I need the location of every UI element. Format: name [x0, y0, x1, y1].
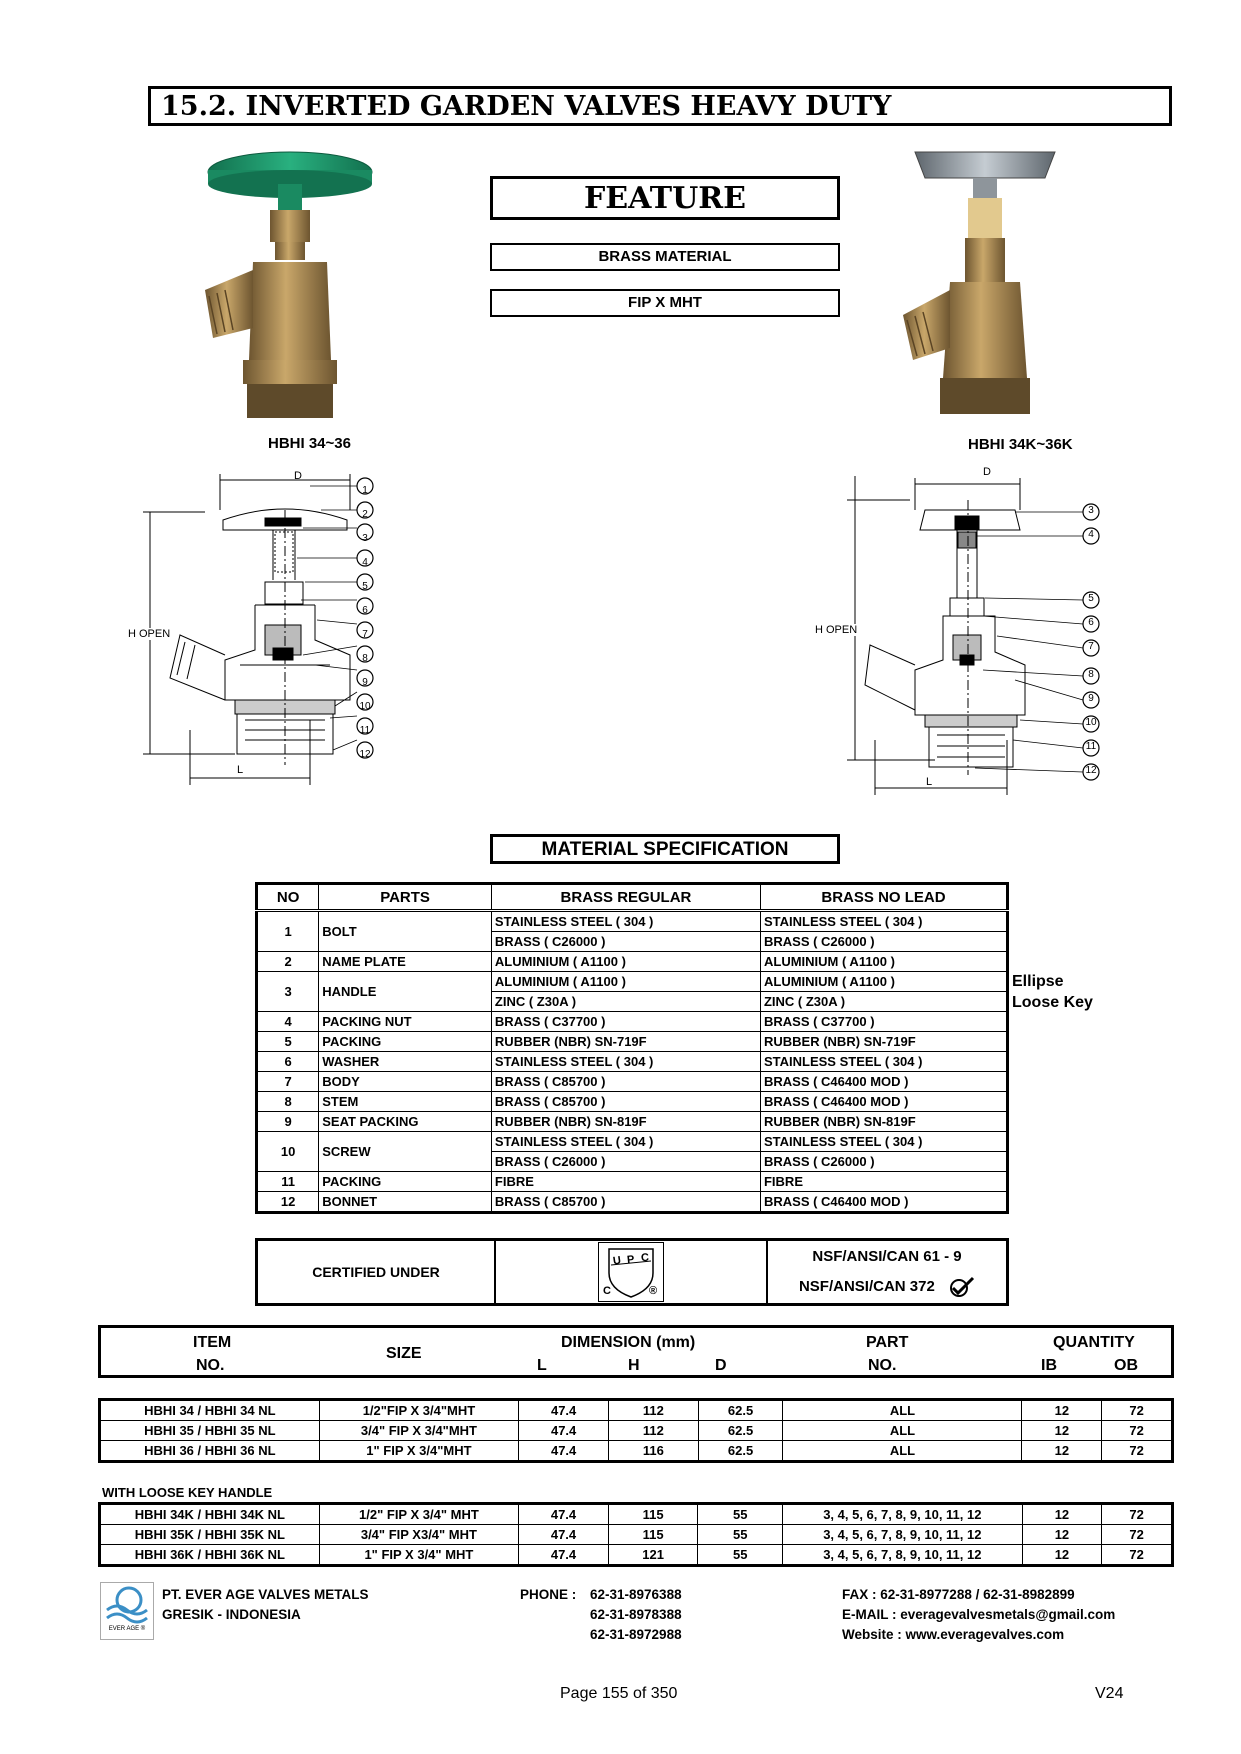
callout-12: 12 [1085, 765, 1097, 776]
cell-part-no: 3, 4, 5, 6, 7, 8, 9, 10, 11, 12 [783, 1504, 1023, 1525]
brass-no-lead-material: ALUMINIUM ( A1100 ) [760, 952, 1007, 972]
header-part-no: NO. [868, 1357, 897, 1374]
header-dimension: DIMENSION (mm) [561, 1334, 696, 1351]
callout-9: 9 [1088, 693, 1094, 704]
callout-3: 3 [1088, 505, 1094, 516]
brass-regular-material: RUBBER (NBR) SN-819F [491, 1112, 760, 1132]
cell-dimension-d: 55 [698, 1545, 783, 1566]
part-number: 10 [257, 1132, 319, 1172]
right-technical-drawing [815, 470, 1125, 810]
side-note-loose-key: Loose Key [1012, 994, 1093, 1011]
brass-regular-material: BRASS ( C37700 ) [491, 1012, 760, 1032]
phone-2: 62-31-8978388 [590, 1607, 682, 1622]
brass-regular-material: BRASS ( C85700 ) [491, 1072, 760, 1092]
cell-quantity-ob: 72 [1102, 1504, 1173, 1525]
loose-key-label: WITH LOOSE KEY HANDLE [102, 1485, 273, 1500]
standard-items-table [98, 1398, 1174, 1463]
document-version: V24 [1095, 1685, 1124, 1702]
brass-regular-material: BRASS ( C26000 ) [491, 932, 760, 952]
right-dim-d-label: D [983, 466, 991, 478]
callout-7: 7 [1088, 641, 1094, 652]
material-row [257, 1112, 1008, 1132]
cell-item-no: HBHI 34K / HBHI 34K NL [100, 1504, 320, 1525]
brass-regular-material: ALUMINIUM ( A1100 ) [491, 972, 760, 992]
table-row [100, 1421, 1173, 1441]
upc-registered-mark: ® [649, 1285, 658, 1297]
fax: FAX : 62-31-8977288 / 62-31-8982899 [842, 1587, 1075, 1602]
email-link[interactable]: E-MAIL : everagevalvesmetals@gmail.com [842, 1607, 1116, 1622]
header-dim-d: D [715, 1357, 727, 1374]
callout-6: 6 [362, 605, 368, 616]
phone-label: PHONE : [520, 1587, 577, 1602]
brass-regular-material: BRASS ( C85700 ) [491, 1092, 760, 1112]
material-spec-title: MATERIAL SPECIFICATION [490, 834, 840, 864]
cell-quantity-ob: 72 [1102, 1545, 1173, 1566]
header-item-no: NO. [196, 1357, 225, 1374]
cell-dimension-h: 121 [608, 1545, 698, 1566]
material-row [257, 1032, 1008, 1052]
company-info [162, 1585, 369, 1625]
cell-dimension-d: 55 [698, 1504, 783, 1525]
table-row [100, 1504, 1173, 1525]
phone-3: 62-31-8972988 [590, 1627, 682, 1642]
cell-item-no: HBHI 36 / HBHI 36 NL [100, 1441, 320, 1462]
brass-no-lead-material: BRASS ( C26000 ) [760, 1152, 1007, 1172]
callout-4: 4 [1088, 529, 1094, 540]
brass-regular-material: FIBRE [491, 1172, 760, 1192]
brass-no-lead-material: RUBBER (NBR) SN-819F [760, 1112, 1007, 1132]
header-quantity: QUANTITY [1053, 1334, 1135, 1351]
company-location: GRESIK - INDONESIA [162, 1607, 301, 1622]
checkmark-icon [947, 1276, 975, 1298]
standard-nsf-61: NSF/ANSI/CAN 61 - 9 [812, 1248, 962, 1265]
cell-dimension-d: 62.5 [698, 1441, 783, 1462]
col-header-parts: PARTS [319, 884, 492, 911]
callout-8: 8 [1088, 669, 1094, 680]
header-dim-l: L [537, 1357, 547, 1374]
left-dim-l-label: L [237, 764, 244, 776]
cell-quantity-ib: 12 [1022, 1421, 1102, 1441]
brass-no-lead-material: BRASS ( C26000 ) [760, 932, 1007, 952]
feature-title: FEATURE [490, 176, 840, 220]
cell-size: 1" FIP X 3/4" MHT [319, 1545, 519, 1566]
part-number: 7 [257, 1072, 319, 1092]
cell-size: 1/2"FIP X 3/4"MHT [319, 1400, 519, 1421]
cell-quantity-ib: 12 [1022, 1400, 1102, 1421]
cell-dimension-d: 62.5 [698, 1400, 783, 1421]
cell-part-no: ALL [783, 1441, 1022, 1462]
callout-5: 5 [1088, 593, 1094, 604]
callout-1: 1 [362, 485, 368, 496]
feature-item-fip-mht: FIP X MHT [490, 289, 840, 317]
material-row [257, 1092, 1008, 1112]
brass-no-lead-material: BRASS ( C37700 ) [760, 1012, 1007, 1032]
cell-part-no: 3, 4, 5, 6, 7, 8, 9, 10, 11, 12 [783, 1525, 1023, 1545]
cell-dimension-h: 115 [608, 1504, 698, 1525]
material-row [257, 1012, 1008, 1032]
certified-under-label: CERTIFIED UNDER [257, 1240, 496, 1305]
upc-c-mark: C [603, 1285, 611, 1297]
material-row [257, 952, 1008, 972]
left-product-caption: HBHI 34~36 [268, 435, 351, 452]
standards-cell [767, 1240, 1008, 1305]
part-name: SEAT PACKING [319, 1112, 492, 1132]
standard-nsf-372-row [769, 1272, 1005, 1302]
callout-12: 12 [359, 749, 371, 760]
table-row [100, 1400, 1173, 1421]
left-dim-d-label: D [294, 470, 302, 482]
wave-logo-icon [105, 1586, 149, 1624]
material-row [257, 972, 1008, 992]
upc-logo-cell [495, 1240, 767, 1305]
brass-no-lead-material: STAINLESS STEEL ( 304 ) [760, 911, 1007, 932]
material-row [257, 1172, 1008, 1192]
cell-quantity-ob: 72 [1102, 1421, 1173, 1441]
website-link[interactable]: Website : www.everagevalves.com [842, 1627, 1065, 1642]
col-header-brass-regular: BRASS REGULAR [491, 884, 760, 911]
brass-no-lead-material: FIBRE [760, 1172, 1007, 1192]
standard-nsf-372: NSF/ANSI/CAN 372 [798, 1278, 935, 1295]
upc-letter-u: U [612, 1254, 622, 1268]
cell-dimension-h: 116 [608, 1441, 698, 1462]
part-number: 2 [257, 952, 319, 972]
cell-quantity-ib: 12 [1022, 1525, 1102, 1545]
callout-5: 5 [362, 581, 368, 592]
header-size: SIZE [386, 1345, 422, 1362]
header-ib: IB [1041, 1357, 1057, 1374]
cell-quantity-ib: 12 [1022, 1504, 1102, 1525]
part-number: 3 [257, 972, 319, 1012]
brass-no-lead-material: STAINLESS STEEL ( 304 ) [760, 1132, 1007, 1152]
material-row [257, 1192, 1008, 1213]
brass-no-lead-material: ZINC ( Z30A ) [760, 992, 1007, 1012]
cell-dimension-l: 47.4 [519, 1504, 609, 1525]
material-row [257, 1072, 1008, 1092]
right-dim-l-label: L [926, 776, 933, 788]
callout-4: 4 [362, 557, 368, 568]
cell-part-no: ALL [783, 1400, 1022, 1421]
header-dim-h: H [628, 1357, 640, 1374]
cell-quantity-ob: 72 [1102, 1525, 1173, 1545]
cell-dimension-d: 55 [698, 1525, 783, 1545]
brass-no-lead-material: ALUMINIUM ( A1100 ) [760, 972, 1007, 992]
contact-info [842, 1585, 1115, 1645]
left-dim-h-label: H OPEN [128, 628, 171, 640]
cell-quantity-ob: 72 [1102, 1441, 1173, 1462]
brass-no-lead-material: STAINLESS STEEL ( 304 ) [760, 1052, 1007, 1072]
loose-key-items-table [98, 1502, 1174, 1567]
callout-3: 3 [362, 533, 368, 544]
material-row [257, 1052, 1008, 1072]
part-name: NAME PLATE [319, 952, 492, 972]
valve-photo-hbhi-34-36 [195, 150, 375, 425]
cell-item-no: HBHI 34 / HBHI 34 NL [100, 1400, 320, 1421]
company-name: PT. EVER AGE VALVES METALS [162, 1587, 369, 1602]
material-row [257, 911, 1008, 932]
cell-size: 1" FIP X 3/4"MHT [319, 1441, 519, 1462]
cell-dimension-l: 47.4 [519, 1421, 609, 1441]
phone-list [590, 1585, 682, 1645]
part-number: 1 [257, 911, 319, 952]
header-ob: OB [1114, 1357, 1138, 1374]
brass-regular-material: BRASS ( C26000 ) [491, 1152, 760, 1172]
cell-part-no: ALL [783, 1421, 1022, 1441]
brass-regular-material: ALUMINIUM ( A1100 ) [491, 952, 760, 972]
brass-regular-material: STAINLESS STEEL ( 304 ) [491, 911, 760, 932]
cell-item-no: HBHI 35 / HBHI 35 NL [100, 1421, 320, 1441]
part-number: 12 [257, 1192, 319, 1213]
items-header [98, 1325, 1174, 1378]
col-header-no: NO [257, 884, 319, 911]
cell-item-no: HBHI 35K / HBHI 35K NL [100, 1525, 320, 1545]
part-name: STEM [319, 1092, 492, 1112]
left-callout-numbers [358, 479, 372, 767]
brass-regular-material: STAINLESS STEEL ( 304 ) [491, 1132, 760, 1152]
cell-item-no: HBHI 36K / HBHI 36K NL [100, 1545, 320, 1566]
cell-quantity-ib: 12 [1022, 1545, 1102, 1566]
upc-logo [598, 1242, 664, 1302]
brass-regular-material: ZINC ( Z30A ) [491, 992, 760, 1012]
part-name: PACKING [319, 1172, 492, 1192]
cell-size: 3/4" FIP X3/4" MHT [319, 1525, 519, 1545]
logo-text: EVER AGE ® [108, 1626, 146, 1632]
cell-dimension-h: 115 [608, 1525, 698, 1545]
upc-letter-p: P [626, 1253, 635, 1267]
part-name: SCREW [319, 1132, 492, 1172]
part-name: WASHER [319, 1052, 492, 1072]
material-row [257, 1132, 1008, 1152]
brass-regular-material: RUBBER (NBR) SN-719F [491, 1032, 760, 1052]
page-title: 15.2. INVERTED GARDEN VALVES HEAVY DUTY [148, 86, 1172, 126]
cell-size: 3/4" FIP X 3/4"MHT [319, 1421, 519, 1441]
right-dim-h-label: H OPEN [815, 624, 858, 636]
material-spec-table [255, 882, 1009, 1214]
callout-11: 11 [359, 725, 371, 736]
part-number: 11 [257, 1172, 319, 1192]
side-note-ellipse: Ellipse [1012, 973, 1064, 990]
brass-regular-material: BRASS ( C85700 ) [491, 1192, 760, 1213]
part-name: PACKING [319, 1032, 492, 1052]
phone-1: 62-31-8976388 [590, 1587, 682, 1602]
callout-2: 2 [362, 509, 368, 520]
cell-size: 1/2" FIP X 3/4" MHT [319, 1504, 519, 1525]
table-row [100, 1525, 1173, 1545]
part-number: 6 [257, 1052, 319, 1072]
callout-10: 10 [359, 701, 371, 712]
cell-quantity-ob: 72 [1102, 1400, 1173, 1421]
brass-no-lead-material: RUBBER (NBR) SN-719F [760, 1032, 1007, 1052]
callout-10: 10 [1085, 717, 1097, 728]
header-part: PART [866, 1334, 909, 1351]
cell-dimension-l: 47.4 [519, 1525, 609, 1545]
cell-dimension-l: 47.4 [519, 1545, 609, 1566]
cell-dimension-l: 47.4 [519, 1400, 609, 1421]
brass-no-lead-material: BRASS ( C46400 MOD ) [760, 1072, 1007, 1092]
page-number: Page 155 of 350 [560, 1685, 678, 1702]
part-name: BOLT [319, 911, 492, 952]
part-name: BODY [319, 1072, 492, 1092]
part-name: HANDLE [319, 972, 492, 1012]
handle-side-note [1012, 971, 1093, 1013]
cell-quantity-ib: 12 [1022, 1441, 1102, 1462]
callout-6: 6 [1088, 617, 1094, 628]
cell-dimension-d: 62.5 [698, 1421, 783, 1441]
callout-9: 9 [362, 677, 368, 688]
table-row [100, 1441, 1173, 1462]
cell-dimension-h: 112 [608, 1400, 698, 1421]
certification-table [255, 1238, 1009, 1306]
cell-dimension-h: 112 [608, 1421, 698, 1441]
part-name: PACKING NUT [319, 1012, 492, 1032]
part-number: 9 [257, 1112, 319, 1132]
part-number: 5 [257, 1032, 319, 1052]
brass-no-lead-material: BRASS ( C46400 MOD ) [760, 1092, 1007, 1112]
upc-letter-c: C [640, 1251, 650, 1265]
left-technical-drawing [125, 470, 435, 795]
feature-item-brass-material: BRASS MATERIAL [490, 243, 840, 271]
part-number: 8 [257, 1092, 319, 1112]
callout-8: 8 [362, 653, 368, 664]
valve-photo-hbhi-34k-36k [895, 150, 1070, 420]
cell-part-no: 3, 4, 5, 6, 7, 8, 9, 10, 11, 12 [783, 1545, 1023, 1566]
part-number: 4 [257, 1012, 319, 1032]
cell-dimension-l: 47.4 [519, 1441, 609, 1462]
col-header-brass-no-lead: BRASS NO LEAD [760, 884, 1007, 911]
header-item: ITEM [193, 1334, 232, 1351]
company-logo [100, 1582, 154, 1640]
callout-7: 7 [362, 629, 368, 640]
right-product-caption: HBHI 34K~36K [968, 436, 1073, 453]
brass-no-lead-material: BRASS ( C46400 MOD ) [760, 1192, 1007, 1213]
table-row [100, 1545, 1173, 1566]
callout-11: 11 [1085, 741, 1097, 752]
brass-regular-material: STAINLESS STEEL ( 304 ) [491, 1052, 760, 1072]
part-name: BONNET [319, 1192, 492, 1213]
